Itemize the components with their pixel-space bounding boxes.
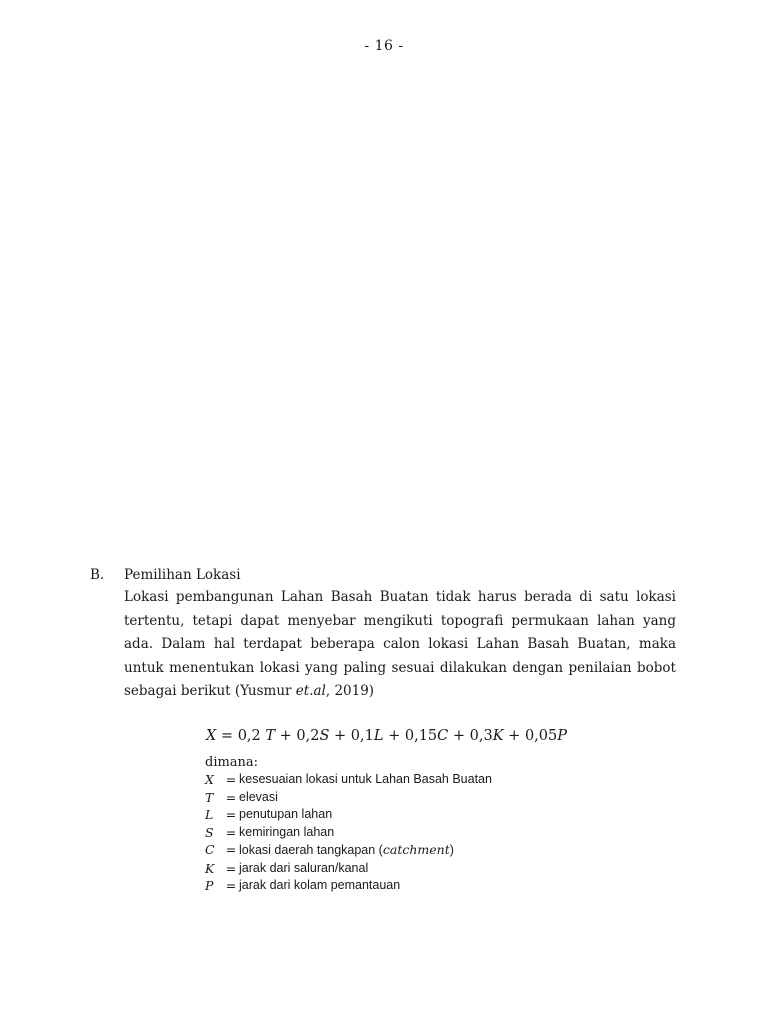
legend-symbol: X <box>205 772 214 787</box>
legend-symbol: C <box>205 842 215 857</box>
section-heading <box>90 566 676 584</box>
eq-coef-s: 0,2 <box>296 728 320 744</box>
section-letter: B. <box>90 567 105 583</box>
legend-symbol: P <box>205 878 214 893</box>
legend-row-c <box>205 841 492 860</box>
eq-var-k: K <box>492 728 504 744</box>
eq-plus-2: + <box>329 728 351 744</box>
eq-coef-k: 0,3 <box>469 728 493 744</box>
eq-coef-c: 0,15 <box>404 728 438 744</box>
legend-symbol: T <box>205 789 214 805</box>
legend-symbol: S <box>205 824 214 840</box>
eq-plus-1: + <box>275 728 297 744</box>
legend-row-k <box>205 860 492 878</box>
legend-description-tail: ) <box>449 843 454 857</box>
legend-equals: = <box>225 772 237 787</box>
legend-row-t <box>205 789 492 807</box>
legend-description: jarak dari saluran/kanal <box>239 860 369 875</box>
legend-row-p <box>205 877 492 895</box>
page-number: - 16 - <box>364 38 404 54</box>
legend-equals: = <box>225 878 237 893</box>
weighting-equation <box>206 728 567 744</box>
legend-equals: = <box>225 789 237 805</box>
legend-description: kemiringan lahan <box>239 824 335 839</box>
legend-description: kesesuaian lokasi untuk Lahan Basah Buatan <box>239 772 492 786</box>
eq-plus-4: + <box>448 728 470 744</box>
citation-italic: et.al <box>295 683 326 699</box>
legend-symbol: K <box>205 860 215 876</box>
legend-description: elevasi <box>239 789 278 804</box>
section-paragraph <box>124 586 676 704</box>
legend-symbol: L <box>205 807 214 822</box>
section-title: Pemilihan Lokasi <box>124 567 241 583</box>
eq-var-s: S <box>319 728 330 744</box>
legend-equals: = <box>225 842 237 857</box>
eq-plus-3: + <box>383 728 405 744</box>
legend-row-s <box>205 824 492 842</box>
legend-description: penutupan lahan <box>239 807 333 821</box>
legend-row-x <box>205 771 492 789</box>
legend-description-italic: catchment <box>382 842 450 857</box>
legend-equals: = <box>225 807 237 822</box>
legend-equals: = <box>225 860 237 876</box>
eq-plus-5: + <box>503 728 525 744</box>
equation-legend <box>205 754 492 895</box>
legend-row-l <box>205 806 492 824</box>
section-pemilihan-lokasi <box>90 566 676 704</box>
eq-equals: = <box>216 728 238 744</box>
legend-intro: dimana: <box>205 755 259 770</box>
eq-var-c: C <box>437 728 449 744</box>
eq-coef-p: 0,05 <box>524 728 558 744</box>
eq-var-l: L <box>373 728 384 744</box>
legend-description: jarak dari kolam pemantauan <box>239 878 401 892</box>
eq-var-x: X <box>206 728 217 744</box>
legend-description-main: lokasi daerah tangkapan ( <box>239 843 383 857</box>
paragraph-main-text: Lokasi pembangunan Lahan Basah Buatan tidak harus berada di satu lokasi tertentu, tetapi dapat menyebar mengikuti topografi permukaan lahan yang ada. Dalam hal terdapat beberapa calon lokasi Lahan Basah Buatan, maka untuk menentukan lokasi yang paling sesuai dilakukan dengan penilaian bobot sebagai berikut (Yusmur <box>124 589 676 699</box>
legend-equals: = <box>225 824 237 840</box>
eq-var-p: P <box>557 728 567 744</box>
eq-var-t: T <box>265 728 276 744</box>
legend-description <box>239 841 454 860</box>
eq-coef-t: 0,2 <box>237 728 266 744</box>
eq-coef-l: 0,1 <box>350 728 374 744</box>
citation-tail: , 2019) <box>325 683 375 699</box>
